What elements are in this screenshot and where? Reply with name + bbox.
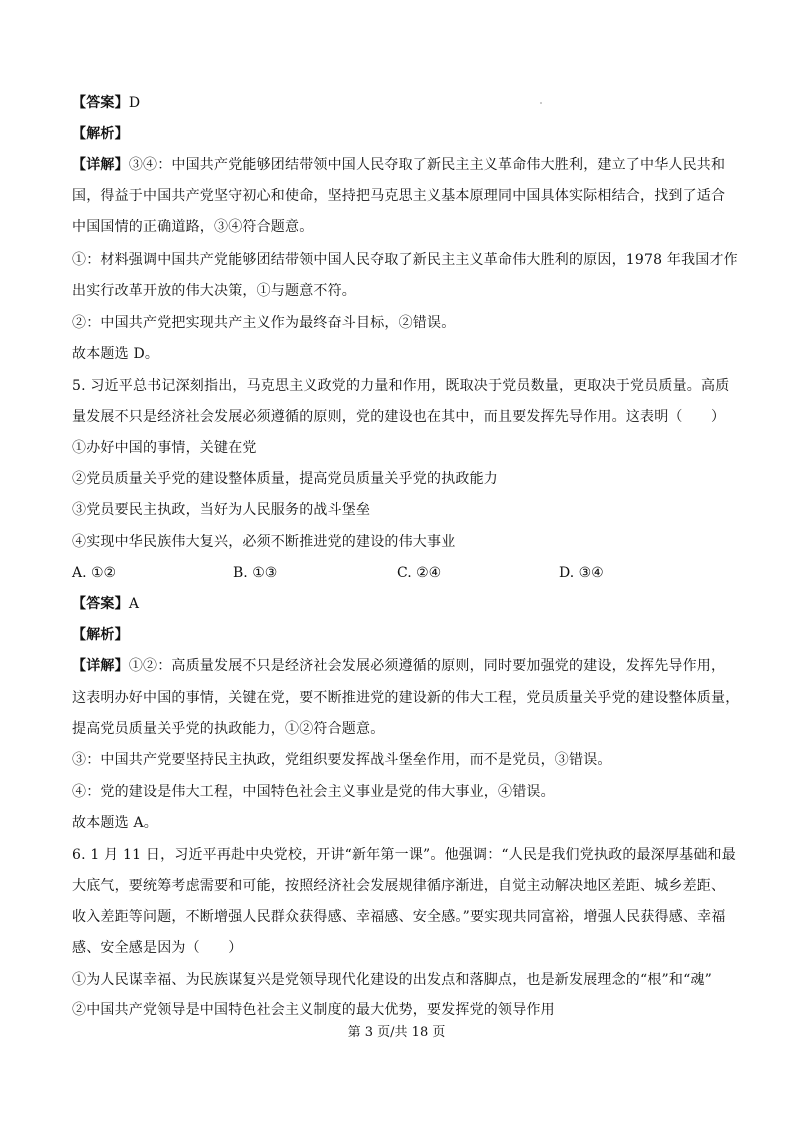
analysis-label-1: 【解析】 bbox=[72, 126, 129, 142]
page-footer: 第 3 页/共 18 页 bbox=[347, 1025, 446, 1040]
answer-label: 【答案】 bbox=[72, 95, 129, 111]
analysis-label-2: 【解析】 bbox=[72, 627, 129, 643]
question-5-statement-1: ①办好中国的事情，关键在党 bbox=[72, 440, 257, 456]
question-5-stem-b: 量发展不只是经济社会发展必须遵循的原则，党的建设也在其中，而且要发挥先导作用。这表明（ ） bbox=[72, 409, 726, 425]
answer-value: D bbox=[128, 95, 141, 111]
scan-speck bbox=[540, 102, 542, 104]
answer-line-2 bbox=[72, 594, 722, 614]
detail-label: 【详解】 bbox=[72, 157, 129, 173]
note-line-4: ④：党的建设是伟大工程，中国特色社会主义事业是党的伟大事业，④错误。 bbox=[72, 784, 555, 800]
question-6-stem-b: 大底气，要统筹考虑需要和可能，按照经济社会发展规律循序渐进，自觉主动解决地区差距、城乡差距、 bbox=[72, 878, 726, 894]
question-6-stem-a: 6. 1 月 11 日，习近平再赴中央党校，开讲“新年第一课”。他强调：“人民是我们党执政的最深厚基础和最 bbox=[72, 847, 736, 863]
detail-text: ③④：中国共产党能够团结带领中国人民夺取了新民主主义革命伟大胜利，建立了中华人民共和 bbox=[128, 157, 726, 173]
note-line-3: ③：中国共产党要坚持民主执政，党组织要发挥战斗堡垒作用，而不是党员，③错误。 bbox=[72, 752, 612, 768]
conclusion-line-2: 故本题选 A。 bbox=[72, 815, 158, 831]
question-6-statement-2: ②中国共产党领导是中国特色社会主义制度的最大优势，要发挥党的领导作用 bbox=[72, 1002, 555, 1018]
option-d: D. ③④ bbox=[559, 565, 604, 581]
detail-line-2b: 这表明办好中国的事情，关键在党，要不断推进党的建设新的伟大工程，党员质量关乎党的建设整体质量， bbox=[72, 690, 740, 706]
question-6-statement-1: ①为人民谋幸福、为民族谋复兴是党领导现代化建设的出发点和落脚点，也是新发展理念的“根”和“魂” bbox=[72, 972, 713, 988]
answer-label: 【答案】 bbox=[72, 596, 129, 612]
question-6-stem-c: 收入差距等问题，不断增强人民群众获得感、幸福感、安全感。”要实现共同富裕，增强人民获得感、幸福 bbox=[72, 909, 726, 925]
conclusion-line-1: 故本题选 D。 bbox=[72, 346, 160, 362]
detail-line-1a bbox=[72, 155, 726, 175]
detail-line-1c: 中国国情的正确道路，③④符合题意。 bbox=[72, 219, 314, 235]
question-5-stem-a: 5. 习近平总书记深刻指出，马克思主义政党的力量和作用，既取决于党员数量，更取决于党员质量。高质 bbox=[72, 378, 730, 394]
note-line-2: ②：中国共产党把实现共产主义作为最终奋斗目标，②错误。 bbox=[72, 315, 456, 331]
option-c: C. ②④ bbox=[397, 565, 442, 581]
note-line-1b: 出实行改革开放的伟大决策，①与题意不符。 bbox=[72, 283, 356, 299]
note-line-1a: ①：材料强调中国共产党能够团结带领中国人民夺取了新民主主义革命伟大胜利的原因，1978 年我国才作 bbox=[72, 252, 738, 268]
option-b: B. ①③ bbox=[233, 565, 278, 581]
detail-line-2c: 提高党员质量关乎党的执政能力，①②符合题意。 bbox=[72, 721, 385, 737]
question-5-statement-4: ④实现中华民族伟大复兴，必须不断推进党的建设的伟大事业 bbox=[72, 534, 456, 550]
detail-text: ①②：高质量发展不只是经济社会发展必须遵循的原则，同时要加强党的建设，发挥先导作用， bbox=[128, 658, 726, 674]
detail-line-1b: 国，得益于中国共产党坚守初心和使命，坚持把马克思主义基本原理同中国具体实际相结合，找到了适合 bbox=[72, 188, 726, 204]
question-6-stem-d: 感、安全感是因为（ ） bbox=[72, 940, 243, 956]
answer-value: A bbox=[128, 596, 140, 612]
question-5-statement-2: ②党员质量关乎党的建设整体质量，提高党员质量关乎党的执政能力 bbox=[72, 471, 498, 487]
option-a: A. ①② bbox=[72, 565, 117, 581]
answer-line-1 bbox=[72, 93, 722, 113]
question-5-statement-3: ③党员要民主执政，当好为人民服务的战斗堡垒 bbox=[72, 502, 371, 518]
detail-label: 【详解】 bbox=[72, 658, 129, 674]
detail-line-2a bbox=[72, 656, 726, 676]
